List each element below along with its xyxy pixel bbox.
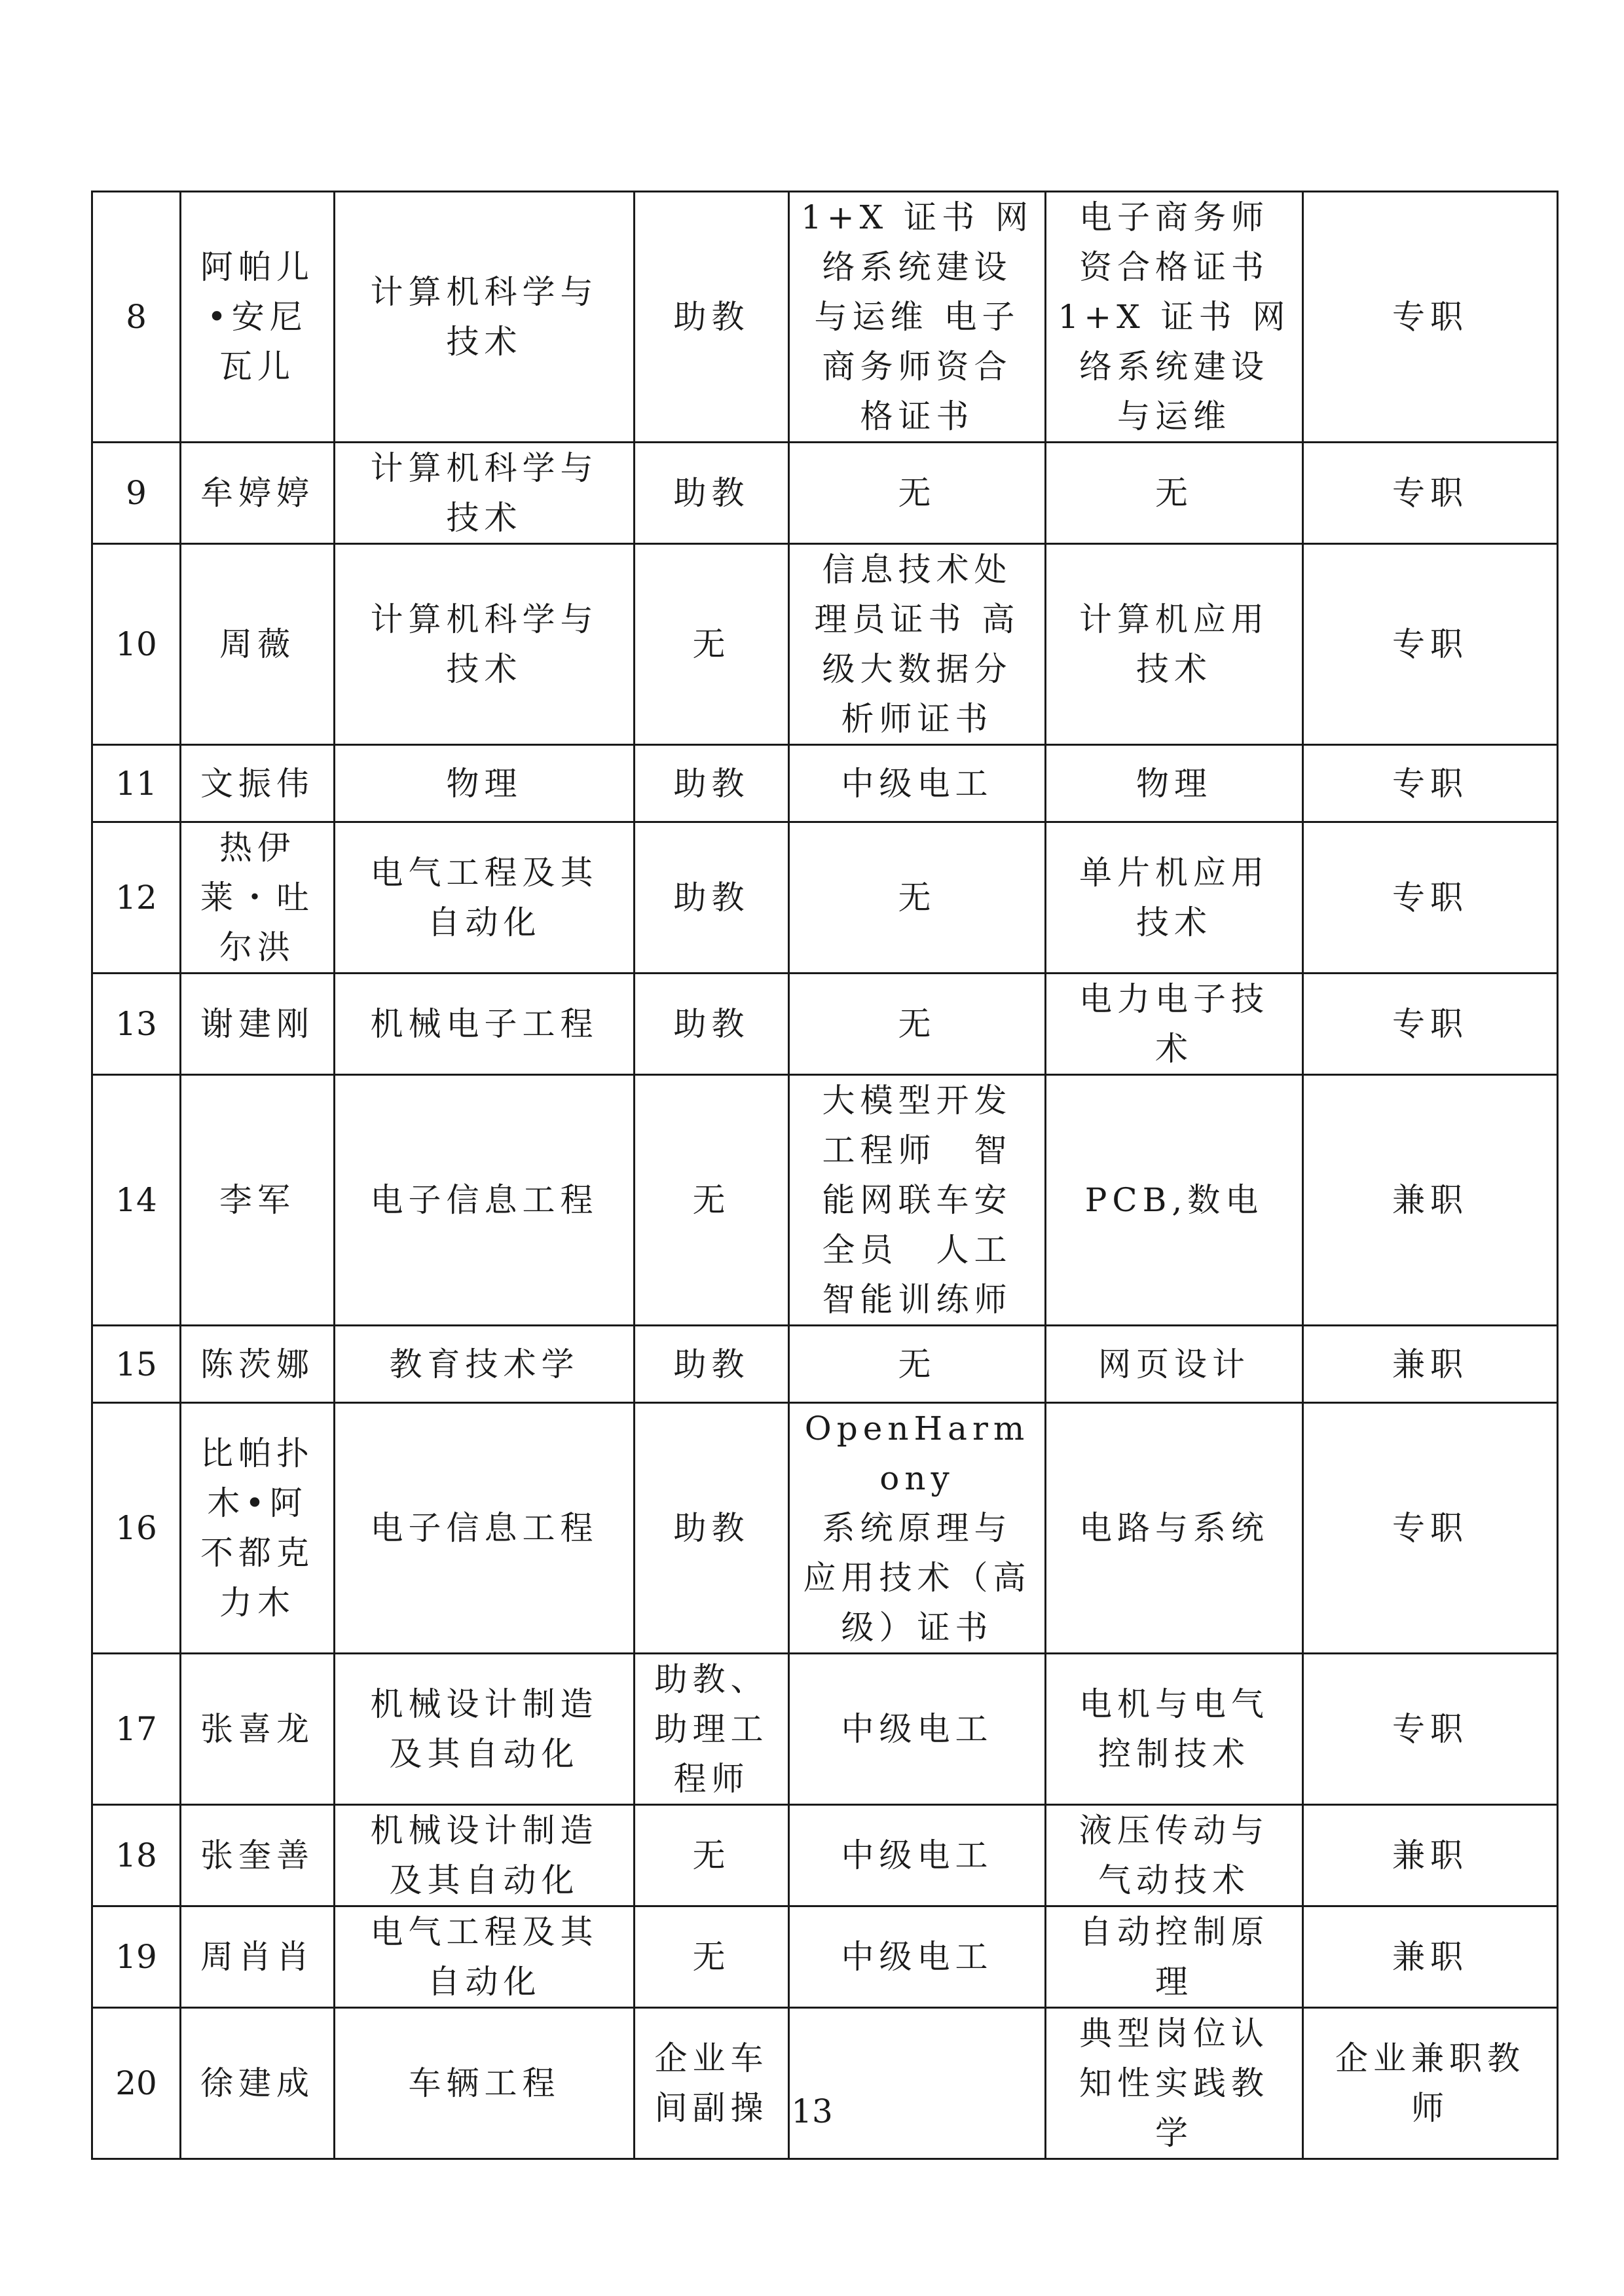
cell-line: 计算机科学与 <box>370 449 599 487</box>
cell-line: 知性实践教 <box>1079 2064 1269 2102</box>
cell-line: 及其自动化 <box>389 1735 580 1773</box>
cell-line: 及其自动化 <box>389 1861 580 1899</box>
cell-major <box>335 544 635 745</box>
cell-line: 1+X 证书 网 <box>1058 298 1291 336</box>
cell-line: 莱・吐 <box>200 879 314 917</box>
cell-line: 李军 <box>219 1181 295 1219</box>
cell-line: 无 <box>692 1181 731 1219</box>
cell-line: 牟婷婷 <box>200 474 314 512</box>
cell-major <box>335 822 635 974</box>
cell-major <box>335 443 635 544</box>
cell-line: 师 <box>1411 2089 1449 2127</box>
cell-line: 智能训练师 <box>822 1281 1012 1319</box>
table-row <box>92 544 1558 745</box>
cell-certificate <box>789 822 1046 974</box>
cell-certificate <box>789 1906 1046 2008</box>
cell-line: 兼职 <box>1392 1938 1468 1976</box>
cell-line: 与运维 <box>1117 397 1231 435</box>
cell-number: 14 <box>92 1075 181 1326</box>
cell-line: 专职 <box>1392 298 1468 336</box>
cell-course <box>1046 1906 1303 2008</box>
cell-name <box>181 1654 335 1805</box>
cell-line: 学 <box>1155 2114 1193 2152</box>
cell-line: 自动化 <box>427 903 542 941</box>
cell-line: 技术 <box>1136 903 1212 941</box>
cell-title <box>635 1906 789 2008</box>
cell-number: 8 <box>92 192 181 443</box>
cell-title <box>635 1403 789 1654</box>
cell-line: 机械设计制造 <box>370 1685 599 1723</box>
cell-name <box>181 745 335 822</box>
cell-line: 谢建刚 <box>200 1005 314 1043</box>
table-row <box>92 1075 1558 1326</box>
cell-line: 助教 <box>673 879 750 917</box>
cell-major <box>335 1805 635 1906</box>
cell-line: 张奎善 <box>200 1836 314 1874</box>
cell-number: 13 <box>92 974 181 1075</box>
cell-line: 无 <box>692 1836 731 1874</box>
cell-certificate <box>789 1326 1046 1403</box>
cell-number: 16 <box>92 1403 181 1654</box>
cell-line: 无 <box>898 1345 936 1383</box>
cell-line: 企业兼职教 <box>1335 2039 1525 2077</box>
cell-line: 专职 <box>1392 1710 1468 1748</box>
cell-line: 物理 <box>1136 764 1212 803</box>
cell-name <box>181 1805 335 1906</box>
cell-line: 阿帕儿 <box>200 248 314 286</box>
cell-line: 电机与电气 <box>1079 1685 1269 1723</box>
cell-title <box>635 822 789 974</box>
cell-line: 电子信息工程 <box>370 1181 599 1219</box>
cell-line: 计算机科学与 <box>370 273 599 311</box>
cell-line: 自动化 <box>427 1963 542 2001</box>
cell-line: 木•阿 <box>207 1484 308 1522</box>
cell-line: 理员证书 高 <box>814 600 1020 638</box>
cell-number: 12 <box>92 822 181 974</box>
table-row <box>92 1326 1558 1403</box>
cell-line: 热伊 <box>219 829 295 867</box>
cell-line: •安尼 <box>207 298 308 336</box>
cell-number: 17 <box>92 1654 181 1805</box>
cell-line: 助教 <box>673 1509 750 1547</box>
cell-employment-type <box>1303 1075 1558 1326</box>
cell-certificate <box>789 192 1046 443</box>
cell-course <box>1046 443 1303 544</box>
cell-major <box>335 974 635 1075</box>
cell-line: 车辆工程 <box>408 2064 561 2102</box>
table-row <box>92 443 1558 544</box>
cell-line: 比帕扑 <box>200 1434 314 1472</box>
cell-title <box>635 1805 789 1906</box>
cell-line: 全员 人工 <box>822 1231 1012 1269</box>
cell-name <box>181 192 335 443</box>
cell-line: 机械电子工程 <box>370 1005 599 1043</box>
cell-employment-type <box>1303 1805 1558 1906</box>
cell-employment-type <box>1303 1906 1558 2008</box>
cell-line: 文振伟 <box>200 764 314 803</box>
cell-title <box>635 544 789 745</box>
cell-course <box>1046 974 1303 1075</box>
cell-line: 大模型开发 <box>822 1082 1012 1120</box>
cell-line: 助教 <box>673 764 750 803</box>
cell-major <box>335 1906 635 2008</box>
cell-certificate <box>789 2008 1046 2159</box>
cell-number: 19 <box>92 1906 181 2008</box>
cell-number: 18 <box>92 1805 181 1906</box>
cell-line: 析师证书 <box>841 700 993 738</box>
cell-line: 电气工程及其 <box>370 1913 599 1951</box>
cell-employment-type <box>1303 192 1558 443</box>
cell-employment-type <box>1303 2008 1558 2159</box>
cell-line: 间副操 <box>654 2089 769 2127</box>
cell-employment-type <box>1303 443 1558 544</box>
cell-line: 电子商务师 <box>1079 198 1269 236</box>
cell-major <box>335 1075 635 1326</box>
cell-course <box>1046 2008 1303 2159</box>
cell-employment-type <box>1303 1403 1558 1654</box>
cell-line: OpenHarmony <box>804 1410 1030 1497</box>
cell-line: 专职 <box>1392 474 1468 512</box>
cell-title <box>635 745 789 822</box>
cell-number: 10 <box>92 544 181 745</box>
cell-name <box>181 1326 335 1403</box>
cell-line: 中级电工 <box>841 1836 993 1874</box>
cell-line: 气动技术 <box>1098 1861 1250 1899</box>
cell-course <box>1046 544 1303 745</box>
cell-line: 张喜龙 <box>200 1710 314 1748</box>
cell-line: 技术 <box>446 650 523 688</box>
cell-certificate <box>789 1654 1046 1805</box>
cell-major <box>335 745 635 822</box>
cell-name <box>181 443 335 544</box>
cell-certificate <box>789 443 1046 544</box>
cell-number: 9 <box>92 443 181 544</box>
cell-line: 网页设计 <box>1098 1345 1250 1383</box>
table-row <box>92 1654 1558 1805</box>
cell-title <box>635 1326 789 1403</box>
cell-certificate <box>789 544 1046 745</box>
cell-line: 助教 <box>673 1005 750 1043</box>
cell-line: 格证书 <box>860 397 974 435</box>
table-row <box>92 2008 1558 2159</box>
cell-line: 助教 <box>673 474 750 512</box>
cell-line: 陈茨娜 <box>200 1345 314 1383</box>
table-row <box>92 1906 1558 2008</box>
cell-line: 能网联车安 <box>822 1181 1012 1219</box>
cell-line: 电气工程及其 <box>370 854 599 892</box>
cell-line: 控制技术 <box>1098 1735 1250 1773</box>
cell-name <box>181 1403 335 1654</box>
cell-title <box>635 974 789 1075</box>
cell-line: 理 <box>1155 1963 1193 2001</box>
cell-line: 与运维 电子 <box>814 298 1020 336</box>
table-row <box>92 745 1558 822</box>
cell-course <box>1046 745 1303 822</box>
table-row <box>92 974 1558 1075</box>
cell-certificate <box>789 974 1046 1075</box>
cell-line: 术 <box>1155 1030 1193 1068</box>
cell-course <box>1046 1654 1303 1805</box>
cell-line: 周薇 <box>219 625 295 663</box>
cell-line: 力木 <box>219 1584 295 1622</box>
cell-line: 中级电工 <box>841 1938 993 1976</box>
cell-employment-type <box>1303 974 1558 1075</box>
cell-line: 专职 <box>1392 1509 1468 1547</box>
cell-major <box>335 1326 635 1403</box>
cell-name <box>181 1906 335 2008</box>
cell-line: 中级电工 <box>841 1710 993 1748</box>
cell-line: 络系统建设 <box>1079 348 1269 386</box>
cell-line: 不都克 <box>200 1534 314 1572</box>
cell-line: 工程师 智 <box>822 1131 1012 1169</box>
cell-number: 15 <box>92 1326 181 1403</box>
cell-line: 无 <box>692 1938 731 1976</box>
cell-line: 1+X 证书 网 <box>800 198 1034 236</box>
cell-line: 电力电子技 <box>1079 980 1269 1018</box>
cell-line: 兼职 <box>1392 1836 1468 1874</box>
cell-line: 商务师资合 <box>822 348 1012 386</box>
cell-course <box>1046 1805 1303 1906</box>
cell-line: 助理工 <box>654 1710 769 1748</box>
cell-line: 级大数据分 <box>822 650 1012 688</box>
cell-major <box>335 2008 635 2159</box>
cell-line: 无 <box>692 625 731 663</box>
cell-major <box>335 1403 635 1654</box>
table-row <box>92 822 1558 974</box>
cell-line: 无 <box>898 474 936 512</box>
cell-number: 11 <box>92 745 181 822</box>
cell-line: 教育技术学 <box>389 1345 580 1383</box>
cell-line: 助教、 <box>654 1660 769 1698</box>
cell-line: 周肖肖 <box>200 1938 314 1976</box>
cell-title <box>635 1075 789 1326</box>
cell-line: 助教 <box>673 1345 750 1383</box>
cell-line: 液压传动与 <box>1079 1812 1269 1850</box>
table-row <box>92 1805 1558 1906</box>
cell-line: 无 <box>898 879 936 917</box>
cell-line: 无 <box>898 1005 936 1043</box>
cell-line: 计算机应用 <box>1079 600 1269 638</box>
cell-line: 专职 <box>1392 764 1468 803</box>
cell-certificate <box>789 1075 1046 1326</box>
cell-line: 兼职 <box>1392 1181 1468 1219</box>
cell-course <box>1046 822 1303 974</box>
cell-line: 信息技术处 <box>822 551 1012 589</box>
cell-name <box>181 974 335 1075</box>
cell-employment-type <box>1303 745 1558 822</box>
cell-line: 单片机应用 <box>1079 854 1269 892</box>
cell-line: 中级电工 <box>841 764 993 803</box>
cell-line: 电子信息工程 <box>370 1509 599 1547</box>
cell-course <box>1046 1403 1303 1654</box>
cell-line: 技术 <box>446 323 523 361</box>
cell-name <box>181 544 335 745</box>
cell-course <box>1046 192 1303 443</box>
cell-line: 无 <box>1155 474 1193 512</box>
cell-certificate <box>789 745 1046 822</box>
cell-major <box>335 1654 635 1805</box>
cell-name <box>181 822 335 974</box>
table-row <box>92 192 1558 443</box>
cell-line: 尔洪 <box>219 928 295 966</box>
cell-line: 物理 <box>446 764 523 803</box>
cell-employment-type <box>1303 1654 1558 1805</box>
cell-title <box>635 192 789 443</box>
cell-title <box>635 1654 789 1805</box>
cell-line: 应用技术（高 <box>803 1559 1031 1597</box>
cell-line: 徐建成 <box>200 2064 314 2102</box>
cell-employment-type <box>1303 544 1558 745</box>
cell-line: 计算机科学与 <box>370 600 599 638</box>
cell-line: 兼职 <box>1392 1345 1468 1383</box>
cell-line: PCB,数电 <box>1084 1181 1264 1219</box>
cell-line: 机械设计制造 <box>370 1812 599 1850</box>
cell-name <box>181 1075 335 1326</box>
table-row <box>92 1403 1558 1654</box>
cell-line: 典型岗位认 <box>1079 2014 1269 2052</box>
cell-line: 技术 <box>1136 650 1212 688</box>
cell-employment-type <box>1303 822 1558 974</box>
cell-major <box>335 192 635 443</box>
page-number: 13 <box>791 2092 833 2130</box>
cell-line: 自动控制原 <box>1079 1913 1269 1951</box>
cell-line: 系统原理与 <box>822 1509 1012 1547</box>
cell-certificate <box>789 1805 1046 1906</box>
cell-name <box>181 2008 335 2159</box>
cell-line: 级）证书 <box>841 1609 993 1647</box>
cell-number: 20 <box>92 2008 181 2159</box>
cell-line: 助教 <box>673 298 750 336</box>
cell-line: 资合格证书 <box>1079 248 1269 286</box>
cell-line: 企业车 <box>654 2039 769 2077</box>
cell-course <box>1046 1075 1303 1326</box>
cell-title <box>635 443 789 544</box>
cell-line: 技术 <box>446 499 523 537</box>
cell-line: 瓦儿 <box>219 348 295 386</box>
cell-line: 专职 <box>1392 625 1468 663</box>
cell-course <box>1046 1326 1303 1403</box>
cell-line: 电路与系统 <box>1079 1509 1269 1547</box>
cell-employment-type <box>1303 1326 1558 1403</box>
cell-line: 程师 <box>673 1760 750 1798</box>
staff-table <box>91 191 1559 2160</box>
cell-line: 专职 <box>1392 1005 1468 1043</box>
cell-certificate <box>789 1403 1046 1654</box>
cell-title <box>635 2008 789 2159</box>
cell-line: 专职 <box>1392 879 1468 917</box>
cell-line: 络系统建设 <box>822 248 1012 286</box>
